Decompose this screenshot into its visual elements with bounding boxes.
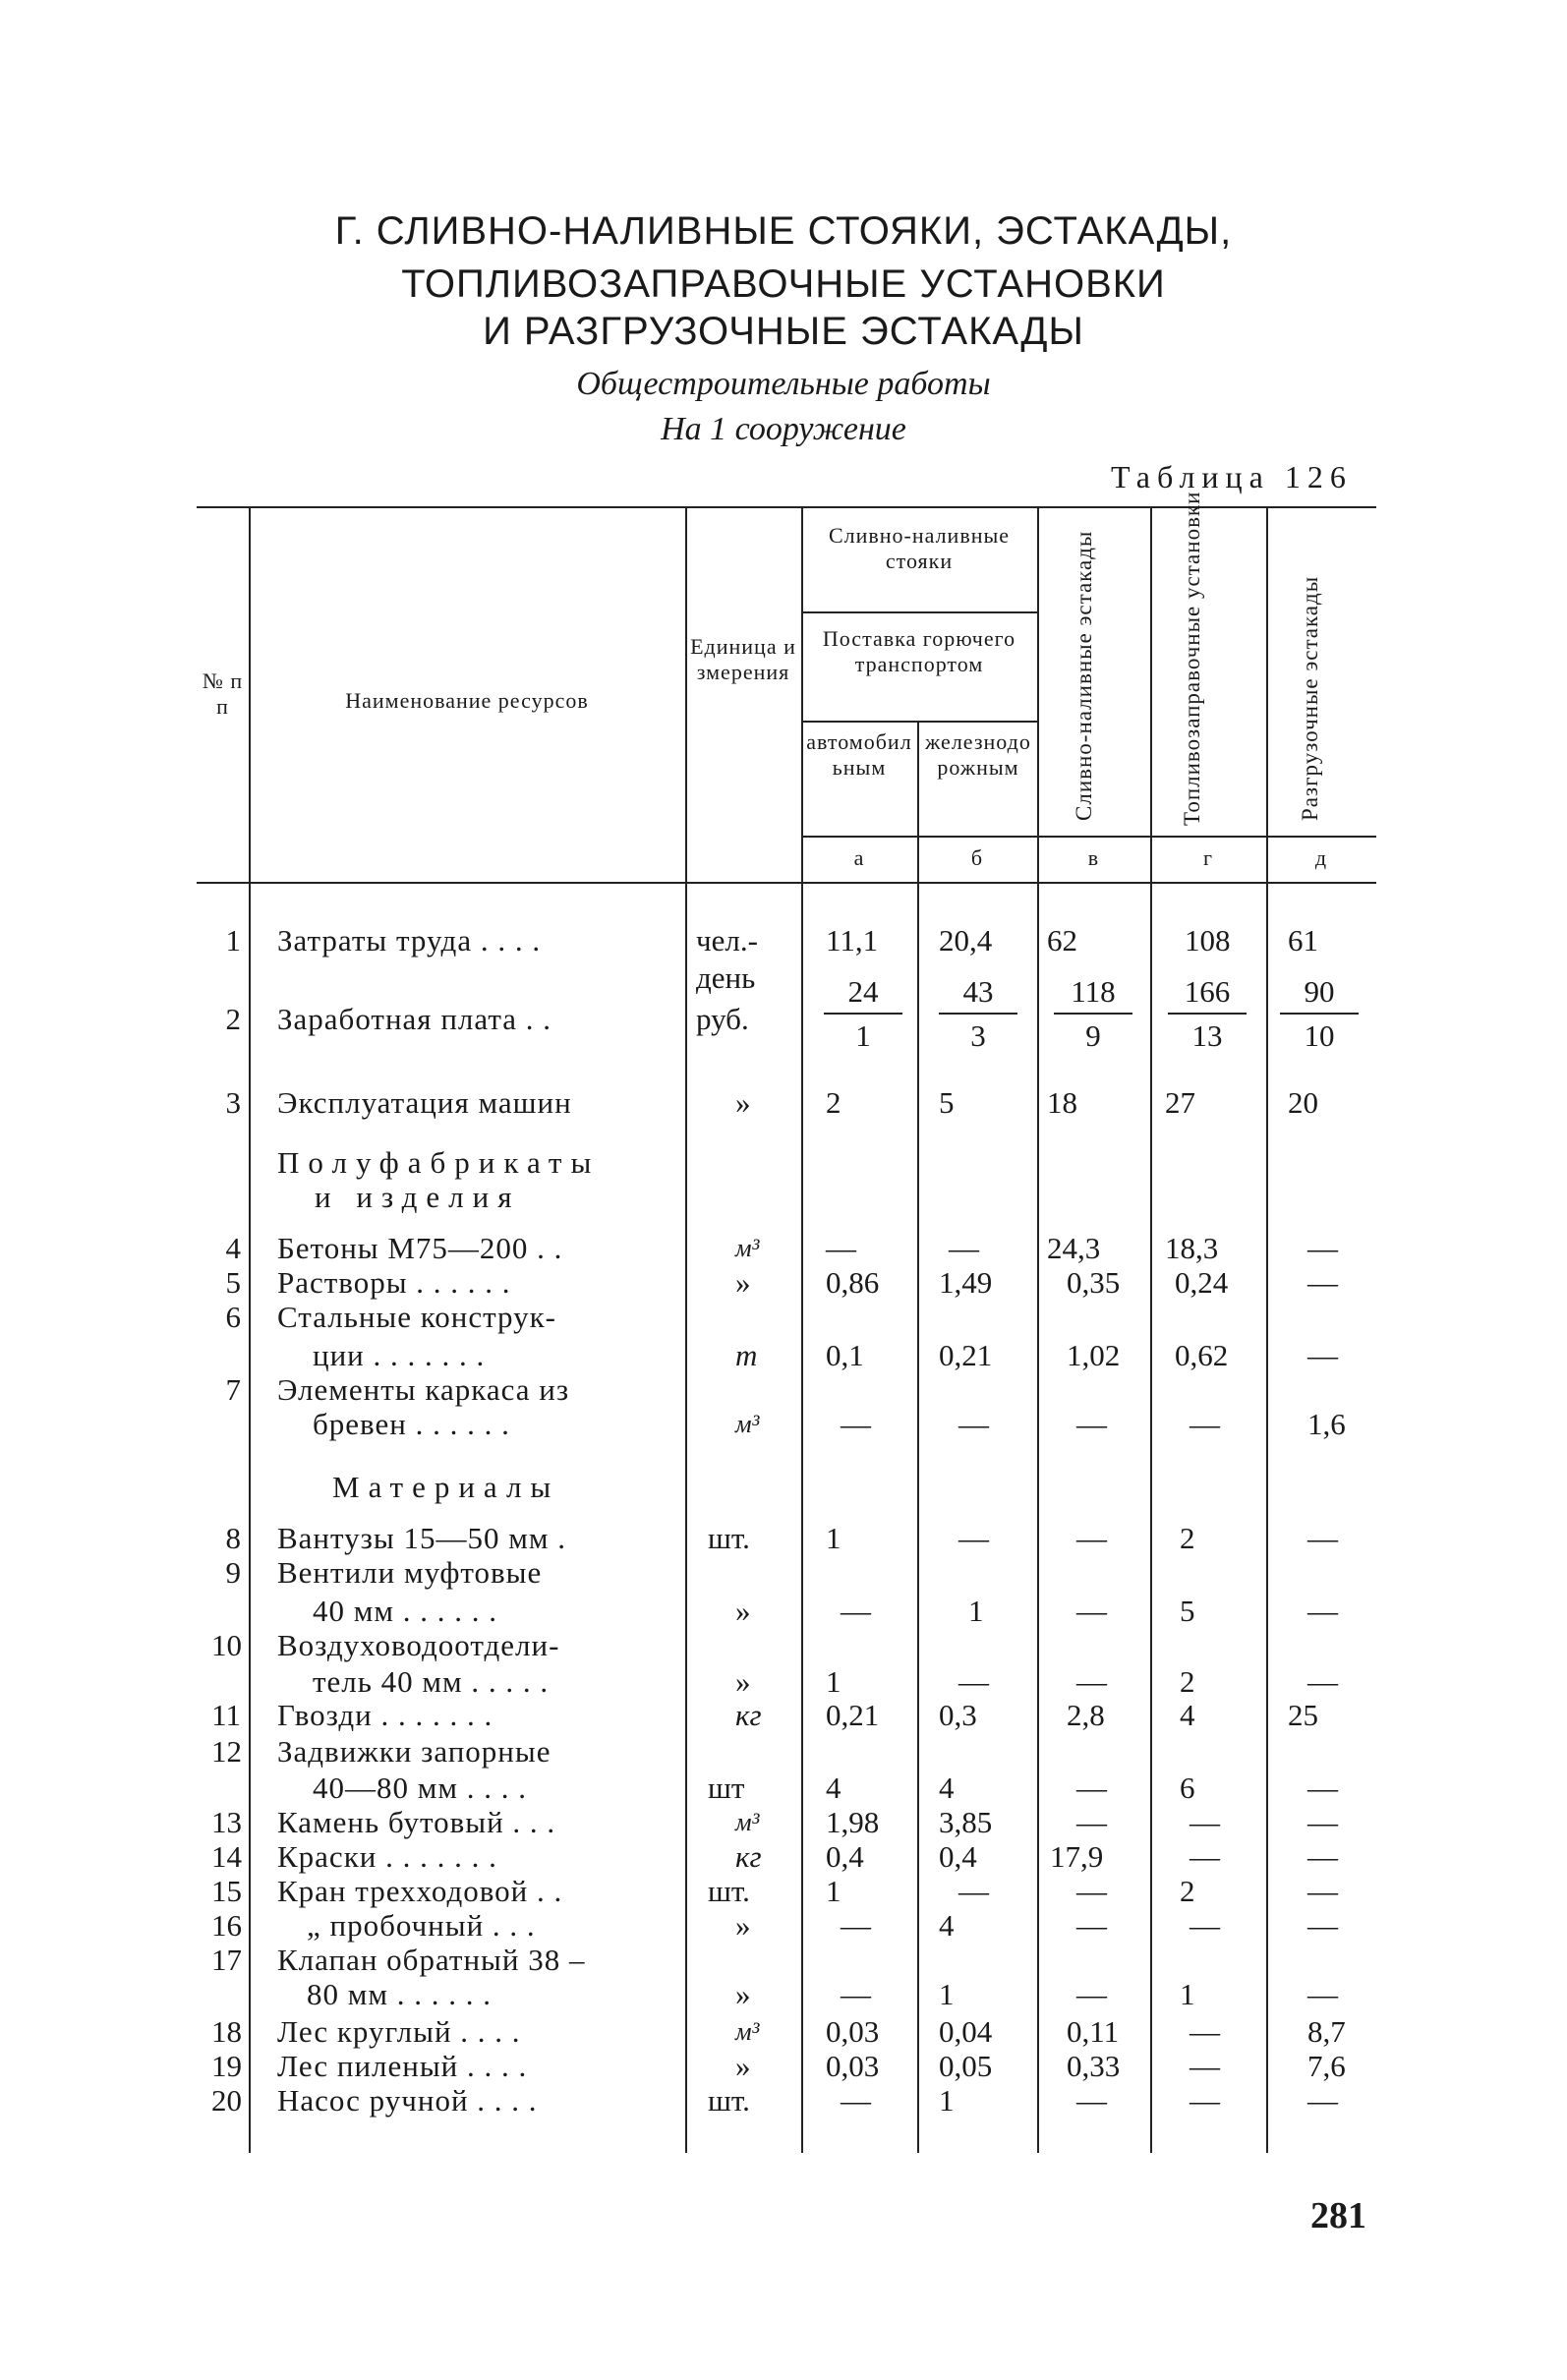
cell-g: 5	[1180, 1594, 1195, 1628]
row-unit: »	[735, 1908, 751, 1943]
cell-d: —	[1307, 1521, 1338, 1555]
cell-d: —	[1307, 1805, 1338, 1839]
cell-d: —	[1307, 1839, 1338, 1874]
row-unit: шт.	[708, 1874, 750, 1908]
cell-g: 6	[1180, 1770, 1195, 1805]
cell-g: 0,62	[1175, 1338, 1229, 1372]
cell-a: 2	[826, 1085, 842, 1120]
cell-a: 0,21	[826, 1698, 880, 1732]
row-name: Гвозди . . . . . . .	[277, 1698, 493, 1732]
cell-g: 2	[1180, 1664, 1195, 1699]
cell-g: —	[1190, 2014, 1220, 2049]
cell-v: —	[1076, 1770, 1107, 1805]
cell-b: 20,4	[939, 923, 993, 958]
cell-b: 1	[939, 1977, 955, 2011]
row-number: 7	[225, 1372, 241, 1407]
row-unit-2: день	[696, 960, 756, 995]
denominator: 3	[970, 1018, 986, 1053]
cell-g: —	[1190, 1805, 1220, 1839]
numerator: 43	[962, 974, 994, 1009]
row-name: Вантузы 15—50 мм .	[277, 1521, 566, 1555]
cell-d: 1,6	[1307, 1407, 1346, 1441]
row-name-continued: 40—80 мм . . . .	[313, 1770, 527, 1805]
key-v: в	[1087, 845, 1100, 870]
row-name: Лес круглый . . . .	[277, 2014, 521, 2049]
row-number: 19	[211, 2049, 242, 2083]
row-number: 6	[225, 1300, 241, 1334]
group-rule-2	[801, 721, 1037, 723]
row-name: Краски . . . . . . .	[277, 1839, 497, 1874]
cell-g-fraction	[1168, 975, 1247, 1053]
subtitle-per-structure: На 1 сооружение	[661, 411, 906, 447]
cell-a: 4	[826, 1770, 842, 1805]
cell-a: —	[841, 1407, 871, 1441]
cell-b: —	[958, 1407, 989, 1441]
section-heading-semi: Полуфабрикаты	[277, 1145, 601, 1180]
cell-b: 4	[939, 1770, 955, 1805]
cell-d: 7,6	[1307, 2049, 1346, 2083]
page-title-line-2: ТОПЛИВОЗАПРАВОЧНЫЕ УСТАНОВКИ	[401, 262, 1166, 306]
row-unit: м³	[735, 2017, 760, 2046]
cell-v: —	[1076, 1977, 1107, 2011]
cell-v: —	[1076, 1805, 1107, 1839]
row-unit: »	[735, 2049, 751, 2083]
cell-a: 1	[826, 1521, 842, 1555]
cell-a: —	[826, 1231, 856, 1265]
key-a: а	[853, 845, 865, 870]
key-b: б	[970, 845, 984, 870]
cell-v: 0,35	[1067, 1265, 1121, 1300]
col-divider-2	[685, 506, 687, 2153]
cell-v: 0,11	[1067, 2014, 1120, 2049]
row-name: Воздуховодоотдели-	[277, 1628, 560, 1662]
cell-a-fraction	[824, 975, 902, 1053]
cell-a: 0,03	[826, 2014, 880, 2049]
cell-g: 2	[1180, 1874, 1195, 1908]
cell-b: 0,3	[939, 1698, 977, 1732]
denominator: 13	[1191, 1018, 1223, 1053]
header-num: № п п	[202, 668, 244, 719]
cell-v: 0,33	[1067, 2049, 1121, 2083]
cell-d: 20	[1288, 1085, 1318, 1120]
cell-b: 4	[939, 1908, 955, 1943]
subtitle-works: Общестроительные работы	[576, 366, 991, 402]
cell-v: 17,9	[1050, 1839, 1104, 1874]
row-unit: шт.	[708, 1521, 750, 1555]
row-number: 13	[211, 1805, 242, 1839]
cell-d: —	[1307, 1664, 1338, 1699]
fraction-bar	[1054, 1013, 1132, 1015]
key-row-rule	[801, 836, 1376, 838]
numerator: 24	[847, 974, 879, 1009]
row-number: 4	[225, 1231, 241, 1265]
fraction-bar	[1280, 1013, 1359, 1015]
fraction-bar	[824, 1013, 902, 1015]
page-title-line-3: И РАЗГРУЗОЧНЫЕ ЭСТАКАДЫ	[483, 310, 1084, 353]
row-name: Камень бутовый . . .	[277, 1805, 556, 1839]
row-number: 12	[211, 1734, 242, 1769]
cell-b: 0,04	[939, 2014, 993, 2049]
cell-v: —	[1076, 1908, 1107, 1943]
cell-v: 24,3	[1047, 1231, 1101, 1265]
cell-g: —	[1190, 2083, 1220, 2118]
row-number: 14	[211, 1839, 242, 1874]
cell-b: 1	[968, 1594, 984, 1628]
row-name: Стальные конструк-	[277, 1300, 556, 1334]
row-number: 8	[225, 1521, 241, 1555]
cell-b: 0,05	[939, 2049, 993, 2083]
row-unit: »	[735, 1664, 751, 1699]
header-group-stands: Сливно-наливные стояки	[828, 523, 1011, 573]
cell-a: —	[841, 1908, 871, 1943]
cell-g: 4	[1180, 1698, 1195, 1732]
cell-a: —	[841, 1977, 871, 2011]
header-unit: Единица измерения	[690, 634, 796, 684]
row-name: Насос ручной . . . .	[277, 2083, 538, 2118]
row-name-continued: ции . . . . . . .	[313, 1338, 486, 1372]
row-name: Элементы каркаса из	[277, 1372, 570, 1407]
cell-g: 0,24	[1175, 1265, 1229, 1300]
cell-a: —	[841, 2083, 871, 2118]
cell-b: 0,4	[939, 1839, 977, 1874]
row-unit: »	[735, 1265, 751, 1300]
cell-d: 25	[1288, 1698, 1318, 1732]
row-number: 16	[211, 1908, 242, 1943]
section-heading-materials: Материалы	[332, 1470, 560, 1504]
row-name: Затраты труда . . . .	[277, 923, 542, 958]
row-unit: м³	[735, 1410, 760, 1438]
fraction-bar	[939, 1013, 1017, 1015]
row-name: Заработная плата . .	[277, 1002, 552, 1036]
cell-d: —	[1307, 1265, 1338, 1300]
cell-g: —	[1190, 1839, 1220, 1874]
header-name: Наименование ресурсов	[345, 688, 589, 713]
cell-v: —	[1076, 2083, 1107, 2118]
cell-a: 1,98	[826, 1805, 880, 1839]
numerator: 166	[1184, 974, 1231, 1009]
col-divider-5	[1037, 506, 1039, 2153]
row-number: 10	[211, 1628, 242, 1662]
cell-d: —	[1307, 2083, 1338, 2118]
row-name-continued: 80 мм . . . . . .	[307, 1977, 492, 2011]
col-divider-3	[801, 506, 803, 2153]
cell-b: —	[958, 1521, 989, 1555]
cell-a: 11,1	[826, 923, 879, 958]
cell-g: —	[1190, 2049, 1220, 2083]
cell-b-fraction	[939, 975, 1017, 1053]
cell-v: 1,02	[1067, 1338, 1121, 1372]
header-bottom-rule	[197, 882, 1376, 884]
cell-a: 0,1	[826, 1338, 864, 1372]
cell-d: —	[1307, 1770, 1338, 1805]
row-number: 18	[211, 2014, 242, 2049]
cell-d: —	[1307, 1338, 1338, 1372]
cell-v: —	[1076, 1874, 1107, 1908]
cell-g: 1	[1180, 1977, 1195, 2011]
cell-d: —	[1307, 1231, 1338, 1265]
row-number: 5	[225, 1265, 241, 1300]
cell-g: 18,3	[1165, 1231, 1219, 1265]
row-name: Бетоны М75—200 . .	[277, 1231, 563, 1265]
row-number: 15	[211, 1874, 242, 1908]
row-unit: »	[735, 1594, 751, 1628]
row-name: Лес пиленый . . . .	[277, 2049, 528, 2083]
cell-g: —	[1190, 1908, 1220, 1943]
row-unit: шт	[708, 1770, 745, 1805]
cell-v: —	[1076, 1521, 1107, 1555]
cell-v: —	[1076, 1664, 1107, 1699]
header-overpass: Сливно-наливные эстакады	[1072, 530, 1096, 821]
row-name: Задвижки запорные	[277, 1734, 551, 1769]
key-g: г	[1202, 845, 1214, 870]
header-auto: автомобильным	[806, 729, 912, 780]
row-name: Вентили муфтовые	[277, 1555, 543, 1590]
cell-d: 61	[1288, 923, 1318, 958]
cell-d: —	[1307, 1594, 1338, 1628]
row-number: 17	[211, 1943, 242, 1977]
cell-a: 0,03	[826, 2049, 880, 2083]
row-unit: м³	[735, 1808, 760, 1836]
cell-d: 8,7	[1307, 2014, 1346, 2049]
cell-v: —	[1076, 1594, 1107, 1628]
row-unit: »	[735, 1085, 751, 1120]
cell-b: 5	[939, 1085, 955, 1120]
cell-g: 108	[1185, 923, 1231, 958]
cell-d-fraction	[1280, 975, 1359, 1053]
cell-b: 1,49	[939, 1265, 993, 1300]
cell-a: 0,86	[826, 1265, 880, 1300]
row-unit: м³	[735, 1234, 760, 1262]
row-name: Кран трехходовой . .	[277, 1874, 563, 1908]
numerator: 118	[1071, 974, 1116, 1009]
header-fuel: Топливозаправочные установки	[1180, 491, 1204, 826]
section-heading-semi-2: и изделия	[315, 1180, 521, 1214]
row-name: Эксплуатация машин	[277, 1085, 572, 1120]
header-rail: железнодорожным	[925, 729, 1031, 780]
cell-v: 2,8	[1067, 1698, 1105, 1732]
row-name-continued: тель 40 мм . . . . .	[313, 1664, 550, 1699]
cell-a: 1	[826, 1664, 842, 1699]
row-unit: т	[735, 1338, 758, 1372]
header-unload: Разгрузочные эстакады	[1298, 575, 1322, 821]
page-number: 281	[1310, 2195, 1366, 2236]
key-d: д	[1314, 845, 1328, 870]
col-divider-1	[249, 506, 251, 2153]
cell-b: 1	[939, 2083, 955, 2118]
row-number: 3	[225, 1085, 241, 1120]
row-number: 2	[225, 1002, 241, 1036]
cell-g: —	[1190, 1407, 1220, 1441]
group-rule-1	[801, 611, 1037, 613]
row-name-continued: 40 мм . . . . . .	[313, 1594, 497, 1628]
row-number: 1	[225, 923, 241, 958]
cell-v: 62	[1047, 923, 1077, 958]
row-number: 20	[211, 2083, 242, 2118]
cell-d: —	[1307, 1977, 1338, 2011]
cell-a: 0,4	[826, 1839, 864, 1874]
cell-b: —	[958, 1664, 989, 1699]
row-number: 11	[211, 1698, 241, 1732]
table-label: Таблица 126	[1111, 459, 1353, 494]
cell-g: 27	[1165, 1085, 1195, 1120]
row-name: „ пробочный . . .	[307, 1908, 536, 1943]
cell-b: —	[949, 1231, 979, 1265]
row-name: Клапан обратный 38 –	[277, 1943, 586, 1977]
denominator: 9	[1085, 1018, 1101, 1053]
fraction-bar	[1168, 1013, 1247, 1015]
page-title-line-1: Г. СЛИВНО-НАЛИВНЫЕ СТОЯКИ, ЭСТАКАДЫ,	[334, 209, 1233, 253]
row-unit: кг	[735, 1839, 762, 1874]
row-unit: шт.	[708, 2083, 750, 2118]
row-name: Растворы . . . . . .	[277, 1265, 511, 1300]
cell-d: —	[1307, 1908, 1338, 1943]
col-divider-4	[917, 721, 919, 2153]
denominator: 1	[855, 1018, 871, 1053]
numerator: 90	[1304, 974, 1335, 1009]
cell-a: —	[841, 1594, 871, 1628]
col-divider-6	[1150, 506, 1152, 2153]
cell-v: 18	[1047, 1085, 1077, 1120]
col-divider-7	[1266, 506, 1268, 2153]
row-unit: чел.-	[696, 923, 758, 958]
cell-b: 0,21	[939, 1338, 993, 1372]
row-unit: кг	[735, 1698, 762, 1732]
row-unit: руб.	[696, 1002, 749, 1036]
row-name-continued: бревен . . . . . .	[313, 1407, 510, 1441]
cell-b: 3,85	[939, 1805, 993, 1839]
row-unit: »	[735, 1977, 751, 2011]
header-group-supply: Поставка горючего транспортом	[822, 626, 1016, 676]
cell-v-fraction	[1054, 975, 1132, 1053]
cell-a: 1	[826, 1874, 842, 1908]
cell-v: —	[1076, 1407, 1107, 1441]
cell-g: 2	[1180, 1521, 1195, 1555]
denominator: 10	[1304, 1018, 1335, 1053]
row-number: 9	[225, 1555, 241, 1590]
cell-b: —	[958, 1874, 989, 1908]
cell-d: —	[1307, 1874, 1338, 1908]
